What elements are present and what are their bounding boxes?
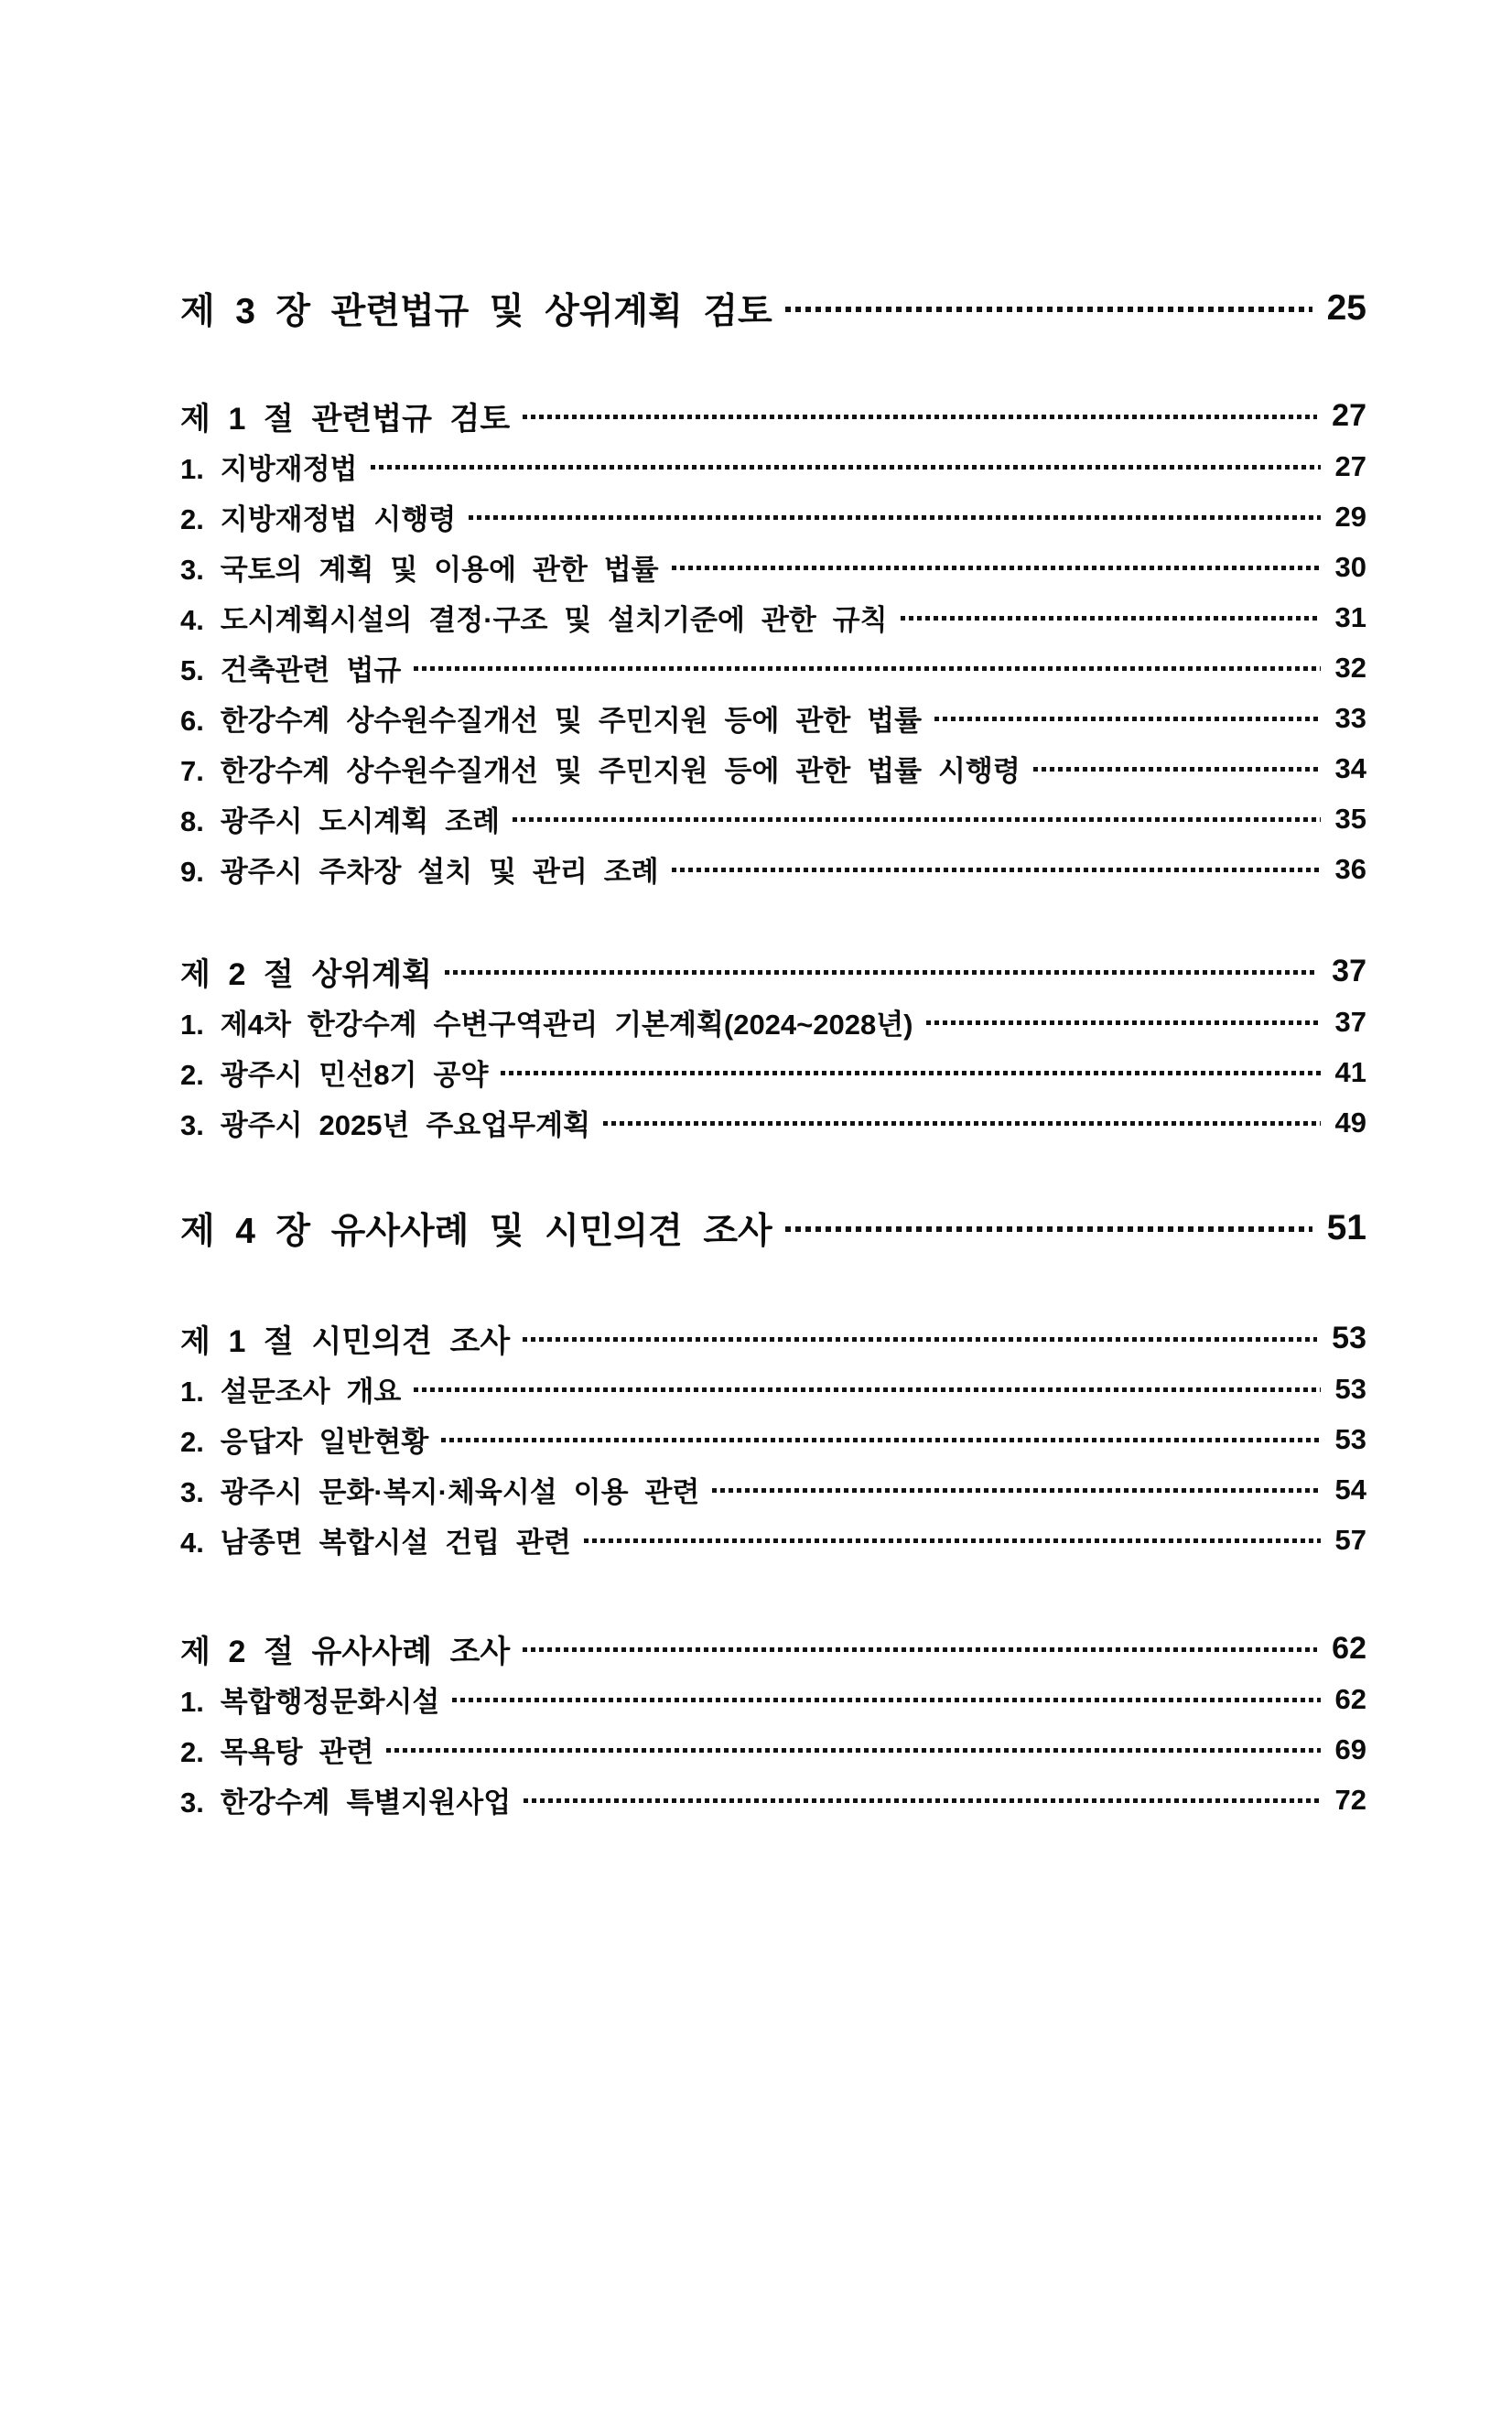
- dot-leader: [469, 515, 1320, 520]
- toc-entry-item: [180, 1097, 1366, 1148]
- toc-entry-page: 62: [1334, 1682, 1366, 1715]
- toc-entry-page: 32: [1334, 651, 1366, 684]
- toc-entry-item: [180, 793, 1366, 844]
- toc-entry-label: 제 3 장 관련법규 및 상위계획 검토: [180, 292, 772, 331]
- toc-entry-label: 3. 광주시 문화·복지·체육시설 이용 관련: [180, 1476, 700, 1508]
- toc-entry-label: 7. 한강수계 상수원수질개선 및 주민지원 등에 관한 법률 시행령: [180, 755, 1021, 787]
- toc-entry-page: 36: [1334, 852, 1366, 885]
- dot-leader: [712, 1488, 1320, 1493]
- toc-entry-page: 33: [1334, 701, 1366, 734]
- toc-entry-page: 69: [1334, 1733, 1366, 1765]
- toc-entry-page: 57: [1334, 1523, 1366, 1556]
- toc-entry-item: [180, 1775, 1366, 1825]
- toc-entry-chapter: [180, 280, 1366, 337]
- dot-leader: [523, 1337, 1317, 1342]
- toc-entry-section: [180, 1624, 1366, 1674]
- dot-leader: [785, 1226, 1312, 1232]
- dot-leader: [414, 666, 1320, 671]
- dot-leader: [371, 465, 1321, 470]
- toc-entry-section: [180, 946, 1366, 997]
- toc-entry-item: [180, 1724, 1366, 1775]
- toc-entry-label: 2. 광주시 민선8기 공약: [180, 1059, 489, 1091]
- dot-leader: [523, 415, 1317, 419]
- toc-entry-item: [180, 1047, 1366, 1097]
- dot-leader: [1033, 767, 1321, 772]
- toc-entry-label: 1. 복합행정문화시설: [180, 1686, 440, 1718]
- dot-leader: [584, 1538, 1321, 1543]
- toc-entry-item: [180, 542, 1366, 592]
- toc-entry-label: 3. 국토의 계획 및 이용에 관한 법률: [180, 554, 659, 586]
- toc-entry-item: [180, 491, 1366, 542]
- toc-entry-item: [180, 1464, 1366, 1515]
- dot-leader: [452, 1698, 1320, 1702]
- toc-entry-label: 9. 광주시 주차장 설치 및 관리 조례: [180, 856, 659, 888]
- toc-entry-item: [180, 1414, 1366, 1464]
- toc-entry-label: 8. 광주시 도시계획 조례: [180, 805, 501, 837]
- toc-entry-label: 제 1 절 관련법규 검토: [180, 402, 511, 437]
- dot-leader: [524, 1798, 1320, 1803]
- dot-leader: [523, 1647, 1317, 1652]
- toc-entry-page: 35: [1334, 802, 1366, 835]
- dot-leader: [445, 970, 1317, 975]
- toc-entry-label: 5. 건축관련 법규: [180, 654, 402, 686]
- dot-leader: [441, 1438, 1320, 1442]
- dot-leader: [386, 1748, 1320, 1753]
- toc-entry-page: 25: [1326, 288, 1366, 328]
- dot-leader: [603, 1121, 1321, 1126]
- toc-entry-page: 49: [1334, 1106, 1366, 1139]
- toc-entry-label: 2. 지방재정법 시행령: [180, 503, 457, 535]
- toc-entry-label: 4. 남종면 복합시설 건립 관련: [180, 1527, 571, 1559]
- toc-entry-page: 53: [1332, 1321, 1366, 1355]
- toc-entry-item: [180, 642, 1366, 693]
- dot-leader: [414, 1387, 1320, 1392]
- toc-entry-item: [180, 693, 1366, 743]
- toc-entry-page: 41: [1334, 1055, 1366, 1088]
- toc-entry-item: [180, 743, 1366, 793]
- dot-leader: [501, 1071, 1320, 1075]
- dot-leader: [513, 817, 1320, 822]
- toc-entry-label: 3. 한강수계 특별지원사업: [180, 1787, 512, 1819]
- toc-entry-item: [180, 844, 1366, 894]
- toc-entry-item: [180, 1364, 1366, 1414]
- toc-entry-item: [180, 1674, 1366, 1724]
- toc-entry-page: 53: [1334, 1422, 1366, 1455]
- toc-entry-label: 제 4 장 유사사례 및 시민의견 조사: [180, 1212, 772, 1251]
- dot-leader: [926, 1020, 1321, 1025]
- dot-leader: [672, 868, 1321, 872]
- toc-entry-label: 6. 한강수계 상수원수질개선 및 주민지원 등에 관한 법률: [180, 705, 923, 737]
- toc-entry-section: [180, 1313, 1366, 1364]
- toc-entry-label: 제 2 절 유사사례 조사: [180, 1635, 511, 1669]
- toc-entry-chapter: [180, 1200, 1366, 1257]
- toc-entry-page: 37: [1334, 1005, 1366, 1038]
- toc-entry-label: 제 2 절 상위계획: [180, 957, 432, 992]
- dot-leader: [934, 717, 1320, 721]
- toc-entry-label: 1. 설문조사 개요: [180, 1376, 402, 1408]
- toc-entry-label: 3. 광주시 2025년 주요업무계획: [180, 1109, 591, 1141]
- toc-entry-page: 54: [1334, 1473, 1366, 1506]
- toc-entry-page: 62: [1332, 1631, 1366, 1666]
- toc-entry-label: 2. 목욕탕 관련: [180, 1736, 374, 1768]
- toc-entry-page: 27: [1334, 449, 1366, 482]
- toc-entry-page: 53: [1334, 1372, 1366, 1405]
- toc-entry-label: 2. 응답자 일반현황: [180, 1426, 429, 1458]
- toc-entry-item: [180, 997, 1366, 1047]
- dot-leader: [672, 566, 1321, 570]
- toc-entry-label: 1. 제4차 한강수계 수변구역관리 기본계획(2024~2028년): [180, 1009, 913, 1041]
- toc-entry-item: [180, 592, 1366, 642]
- toc-entry-page: 29: [1334, 500, 1366, 533]
- toc-page: [0, 280, 1512, 2418]
- toc-entry-page: 51: [1326, 1208, 1366, 1247]
- toc-entry-section: [180, 391, 1366, 441]
- toc-entry-page: 72: [1334, 1783, 1366, 1816]
- toc-entry-page: 27: [1332, 398, 1366, 433]
- dot-leader: [901, 616, 1321, 621]
- toc-entry-label: 1. 지방재정법: [180, 453, 358, 485]
- toc-entry-label: 4. 도시계획시설의 결정·구조 및 설치기준에 관한 규칙: [180, 604, 888, 636]
- toc-entry-item: [180, 1515, 1366, 1565]
- toc-entry-page: 37: [1332, 954, 1366, 988]
- dot-leader: [785, 307, 1312, 312]
- toc-entry-page: 34: [1334, 751, 1366, 784]
- toc-entry-item: [180, 441, 1366, 491]
- toc-entry-page: 31: [1334, 600, 1366, 633]
- toc-entry-page: 30: [1334, 550, 1366, 583]
- toc-entry-label: 제 1 절 시민의견 조사: [180, 1324, 511, 1359]
